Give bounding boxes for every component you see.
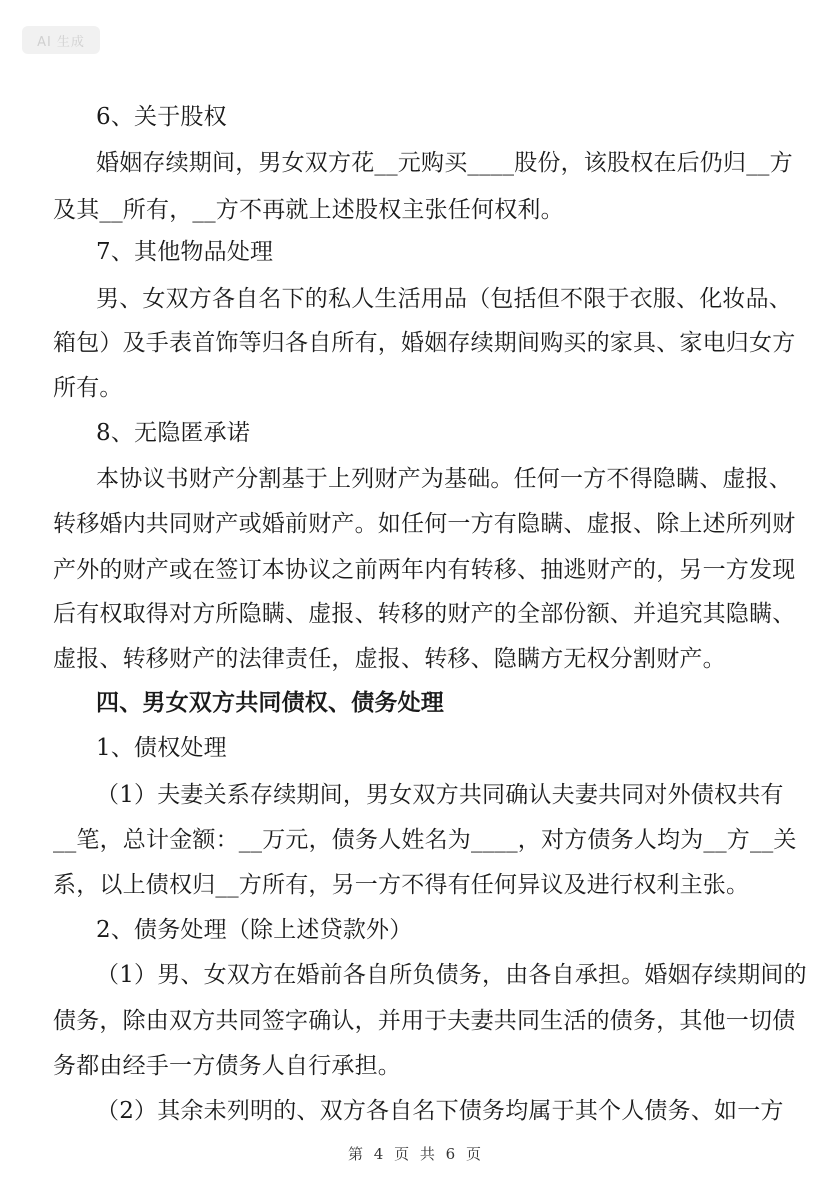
- section-heading-debts: 2、债务处理（除上述贷款外）: [96, 917, 413, 943]
- paragraph-line: （1）男、女双方在婚前各自所负债务，由各自承担。婚姻存续期间的: [96, 962, 807, 988]
- paragraph-line: 系，以上债权归__方所有，另一方不得有任何异议及进行权利主张。: [53, 872, 750, 898]
- paragraph-line: 后有权取得对方所隐瞒、虚报、转移的财产的全部份额、并追究其隐瞒、: [53, 601, 796, 627]
- paragraph-line: 本协议书财产分割基于上列财产为基础。任何一方不得隐瞒、虚报、: [96, 466, 792, 492]
- paragraph-line: 婚姻存续期间，男女双方花__元购买____股份，该股权在后仍归__方: [96, 150, 793, 176]
- paragraph-line: 虚报、转移财产的法律责任，虚报、转移、隐瞒方无权分割财产。: [53, 646, 726, 672]
- paragraph-line: 务都由经手一方债务人自行承担。: [53, 1053, 401, 1079]
- paragraph-line: 产外的财产或在签订本协议之前两年内有转移、抽逃财产的，另一方发现: [53, 557, 796, 583]
- page-number-footer: 第 4 页 共 6 页: [348, 1145, 484, 1163]
- paragraph-line: __笔，总计金额：__万元，债务人姓名为____，对方债务人均为__方__关: [53, 827, 797, 853]
- paragraph-line: （2）其余未列明的、双方各自名下债务均属于其个人债务、如一方: [96, 1098, 784, 1124]
- paragraph-line: 转移婚内共同财产或婚前财产。如任何一方有隐瞒、虚报、除上述所列财: [53, 511, 796, 537]
- paragraph-line: 箱包）及手表首饰等归各自所有，婚姻存续期间购买的家具、家电归女方: [53, 330, 796, 356]
- paragraph-line: 男、女双方各自名下的私人生活用品（包括但不限于衣服、化妆品、: [96, 286, 792, 312]
- section-heading-no-concealment: 8、无隐匿承诺: [96, 420, 251, 446]
- section-heading-equity: 6、关于股权: [96, 104, 227, 130]
- paragraph-line: （1）夫妻关系存续期间，男女双方共同确认夫妻共同对外债权共有: [96, 782, 784, 808]
- chapter-heading-debts: 四、男女双方共同债权、债务处理: [96, 689, 444, 716]
- section-heading-other-items: 7、其他物品处理: [96, 239, 274, 265]
- ai-generated-watermark: AI 生成: [22, 26, 100, 54]
- section-heading-claims: 1、债权处理: [96, 735, 227, 761]
- paragraph-line: 债务，除由双方共同签字确认，并用于夫妻共同生活的债务，其他一切债: [53, 1008, 796, 1034]
- paragraph-line: 所有。: [53, 375, 123, 401]
- paragraph-line: 及其__所有，__方不再就上述股权主张任何权利。: [53, 197, 564, 223]
